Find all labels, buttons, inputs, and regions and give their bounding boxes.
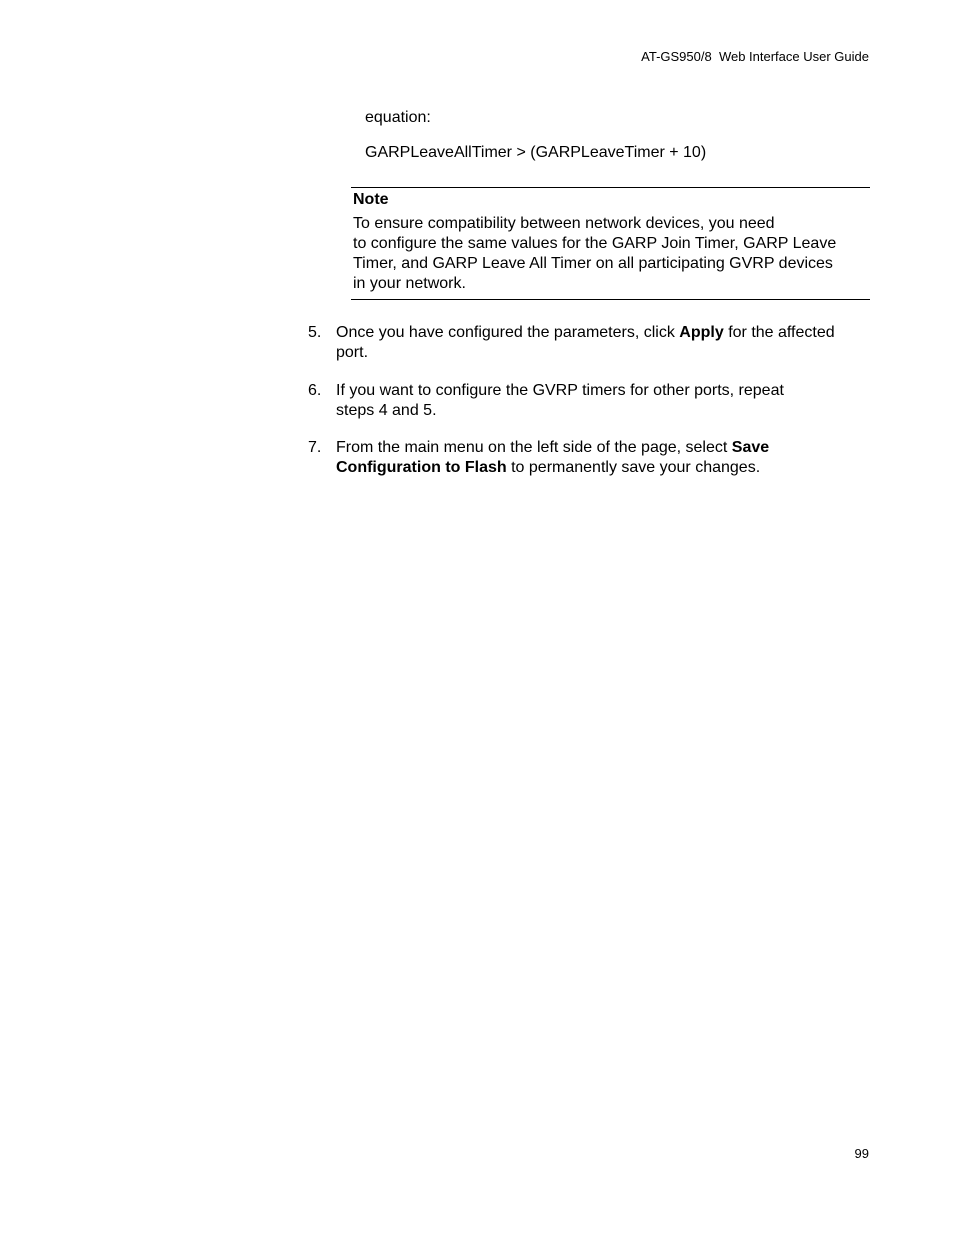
step-text-segment: for the affected (723, 324, 835, 341)
note-line: Timer, and GARP Leave All Timer on all participating GVRP devices (353, 255, 833, 272)
apply-ui-term: Apply (679, 324, 724, 341)
save-ui-term: Save (731, 439, 770, 456)
step-text (336, 381, 870, 421)
note-title: Note (353, 191, 389, 208)
step-text-segment: to permanently save your changes. (506, 459, 761, 476)
step-text-segment: Once you have configured the parameters, click (336, 324, 680, 341)
configuration-to-flash-ui-term: Configuration to Flash (336, 459, 507, 476)
note-line: To ensure compatibility between network devices, you need (353, 215, 775, 232)
step-number: 5. (308, 324, 322, 341)
step-number: 6. (308, 382, 322, 399)
running-header: AT-GS950/8 Web Interface User Guide (641, 49, 869, 64)
equation-intro: equation: (365, 109, 431, 126)
step-text (336, 438, 870, 478)
note-box (351, 187, 870, 300)
note-line: to configure the same values for the GARP Join Timer, GARP Leave (353, 235, 837, 252)
step-text-segment: port. (336, 344, 369, 361)
step-number: 7. (308, 439, 322, 456)
equation-formula: GARPLeaveAllTimer > (GARPLeaveTimer + 10) (365, 144, 707, 161)
step-text-segment: steps 4 and 5. (336, 402, 437, 419)
step-text-segment: From the main menu on the left side of the page, select (336, 439, 732, 456)
step-text-segment: If you want to configure the GVRP timers for other ports, repeat (336, 382, 784, 399)
step-text (336, 323, 870, 363)
note-line: in your network. (353, 275, 466, 292)
page-number: 99 (854, 1146, 869, 1161)
